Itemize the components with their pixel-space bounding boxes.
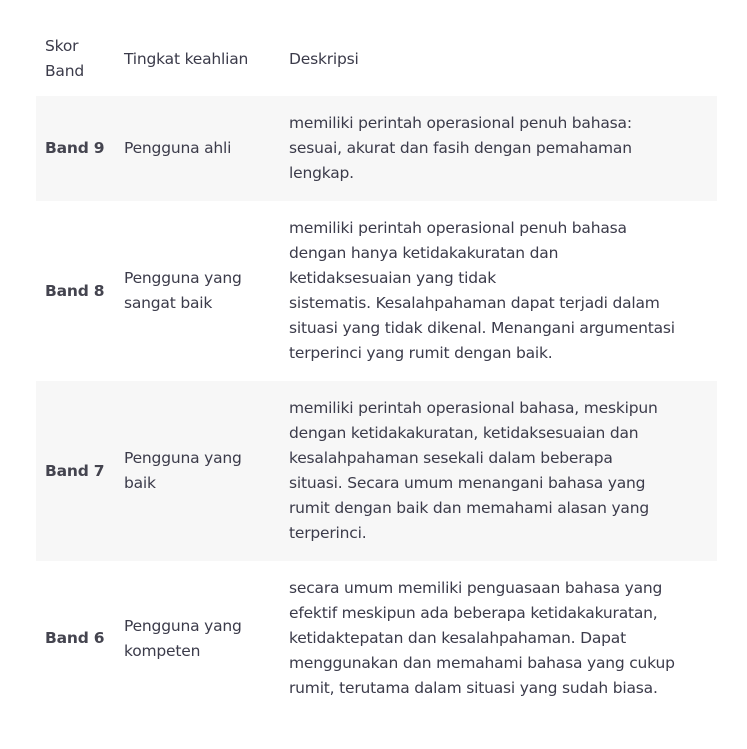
table-row (36, 381, 717, 561)
description-line: ketidaksesuaian yang tidak (289, 269, 496, 287)
description-line: rumit, terutama dalam situasi yang sudah biasa. (289, 679, 658, 697)
proficiency-level (115, 446, 281, 496)
header-score-line: Skor (45, 37, 79, 55)
description-line: situasi yang tidak dikenal. Menangani argumentasi (289, 319, 675, 337)
description-line: sistematis. Kesalahpahaman dapat terjadi dalam (289, 294, 660, 312)
header-score (36, 34, 115, 84)
table-row (36, 96, 717, 201)
description-line: sesuai, akurat dan fasih dengan pemahaman (289, 139, 632, 157)
description-line: memiliki perintah operasional bahasa, meskipun (289, 399, 658, 417)
description-line: memiliki perintah operasional penuh bahasa (289, 219, 627, 237)
description-line: terperinci yang rumit dengan baik. (289, 344, 553, 362)
band-score: Band 8 (45, 281, 105, 300)
description-line: efektif meskipun ada beberapa ketidakakuratan, (289, 604, 658, 622)
level-line: kompeten (124, 641, 201, 660)
description-line: rumit dengan baik dan memahami alasan yang (289, 499, 649, 517)
band-score: Band 9 (45, 139, 105, 157)
table-header-row (36, 22, 717, 96)
table-row (36, 561, 717, 716)
level-line: Pengguna ahli (124, 139, 232, 157)
band-score: Band 6 (45, 629, 105, 647)
description-line: lengkap. (289, 164, 354, 182)
description-line: situasi. Secara umum menangani bahasa yang (289, 474, 646, 492)
description-line: kesalahpahaman sesekali dalam beberapa (289, 449, 613, 467)
description-line: secara umum memiliki penguasaan bahasa yang (289, 579, 663, 597)
description-line: dengan ketidakakuratan, ketidaksesuaian dan (289, 424, 639, 442)
proficiency-level (115, 614, 281, 664)
proficiency-level (115, 136, 281, 161)
description-line: dengan hanya ketidakakuratan dan (289, 244, 559, 262)
level-line: sangat baik (124, 294, 213, 312)
level-line: baik (124, 474, 156, 492)
band-description (281, 576, 717, 701)
header-description: Deskripsi (289, 49, 359, 68)
band-description (281, 216, 717, 366)
description-line: memiliki perintah operasional penuh bahasa: (289, 114, 632, 132)
band-description (281, 396, 717, 546)
description-line: terperinci. (289, 524, 367, 542)
band-description (281, 111, 717, 186)
proficiency-level (115, 266, 281, 316)
description-line: menggunakan dan memahami bahasa yang cukup (289, 654, 675, 672)
level-line: Pengguna yang (124, 449, 242, 467)
table-row (36, 201, 717, 381)
band-score: Band 7 (45, 461, 105, 480)
description-line: ketidaktepatan dan kesalahpahaman. Dapat (289, 629, 626, 647)
level-line: Pengguna yang (124, 269, 242, 287)
band-score-table (36, 22, 717, 716)
header-score-line: Band (45, 62, 84, 80)
level-line: Pengguna yang (124, 616, 242, 635)
header-level: Tingkat keahlian (124, 49, 249, 68)
